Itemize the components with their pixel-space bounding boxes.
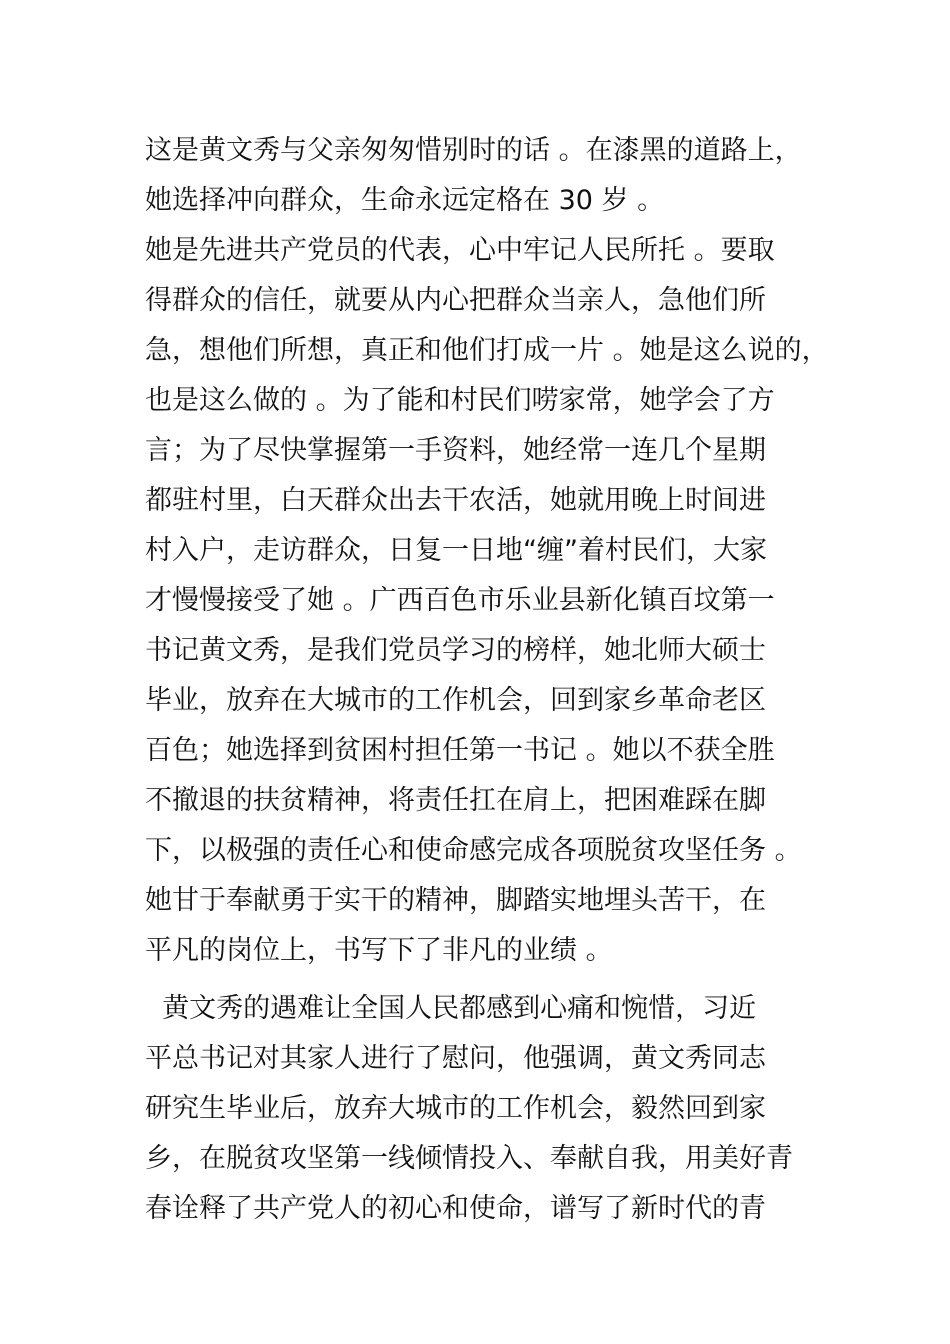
text-line: 她是先进共产党员的代表，心中牢记人民所托 。要取 — [145, 235, 775, 266]
document-body — [145, 126, 829, 1234]
text-line: 她选择冲向群众，生命永远定格在 30 岁 。 — [145, 185, 665, 216]
text-line: 才慢慢接受了她 。广西百色市乐业县新化镇百坟第一 — [145, 585, 775, 616]
paragraph-spacer — [145, 976, 825, 984]
paragraph-1 — [145, 126, 825, 226]
text-line: 也是这么做的 。为了能和村民们唠家常，她学会了方 — [145, 385, 775, 416]
text-line: 平凡的岗位上，书写下了非凡的业绩 。 — [145, 935, 613, 966]
text-line: 书记黄文秀，是我们党员学习的榜样，她北师大硕士 — [145, 635, 766, 666]
text-line: 急，想他们所想，真正和他们打成一片 。她是这么说的， — [145, 335, 829, 366]
paragraph-3 — [145, 984, 825, 1234]
text-line: 乡，在脱贫攻坚第一线倾情投入、奉献自我，用美好青 — [145, 1143, 793, 1174]
text-line: 这是黄文秀与父亲匆匆惜别时的话 。在漆黑的道路上， — [145, 135, 802, 166]
text-line: 村入户，走访群众，日复一日地“缠”着村民们，大家 — [145, 535, 767, 566]
text-line: 平总书记对其家人进行了慰问，他强调，黄文秀同志 — [145, 1043, 766, 1074]
text-line: 研究生毕业后，放弃大城市的工作机会，毅然回到家 — [145, 1093, 766, 1124]
text-line: 百色；她选择到贫困村担任第一书记 。她以不获全胜 — [145, 735, 775, 766]
text-line: 黄文秀的遇难让全国人民都感到心痛和惋惜，习近 — [145, 993, 757, 1024]
paragraph-2 — [145, 226, 829, 976]
text-line: 下，以极强的责任心和使命感完成各项脱贫攻坚任务 。 — [145, 835, 802, 866]
text-line: 都驻村里，白天群众出去干农活，她就用晚上时间进 — [145, 485, 766, 516]
text-line: 言；为了尽快掌握第一手资料，她经常一连几个星期 — [145, 435, 766, 466]
text-line: 得群众的信任，就要从内心把群众当亲人，急他们所 — [145, 285, 766, 316]
text-line: 毕业，放弃在大城市的工作机会，回到家乡革命老区 — [145, 685, 766, 716]
text-line: 她甘于奉献勇于实干的精神，脚踏实地埋头苦干，在 — [145, 885, 766, 916]
text-line: 春诠释了共产党人的初心和使命，谱写了新时代的青 — [145, 1193, 766, 1224]
text-line: 不撤退的扶贫精神，将责任扛在肩上，把困难踩在脚 — [145, 785, 766, 816]
